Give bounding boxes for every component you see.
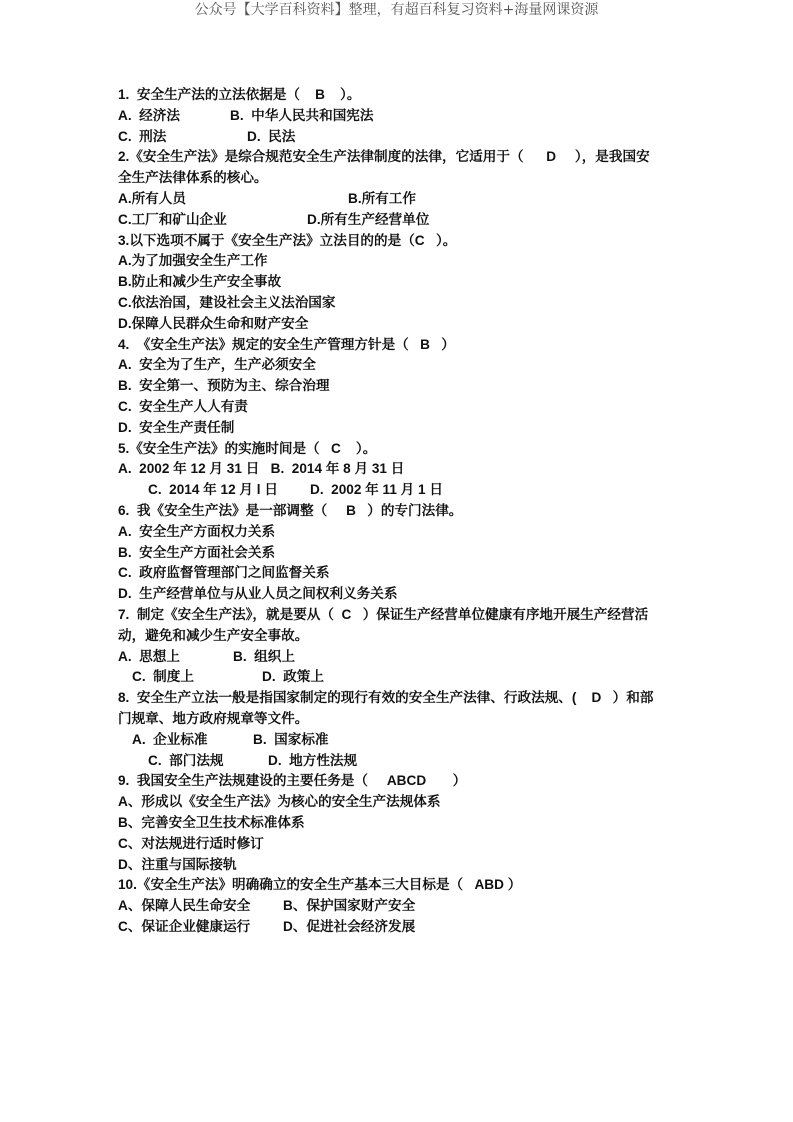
text-line [0, 646, 793, 667]
line-text: 2.《安全生产法》是综合规范安全生产法律制度的法律，它适用于（ D ），是我国安 [118, 149, 650, 165]
text-line [0, 126, 793, 147]
text-line [0, 105, 793, 126]
line-text: C. 政府监督管理部门之间监督关系 [118, 565, 330, 581]
text-line [0, 687, 793, 708]
line-text: D. 生产经营单位与从业人员之间权利义务关系 [118, 586, 398, 602]
line-text: D. 安全生产责任制 [118, 419, 235, 435]
line-text: 6. 我《安全生产法》是一部调整（ B ）的专门法律。 [118, 503, 463, 518]
text-line [0, 708, 793, 729]
line-text: C. 制度上 [132, 669, 194, 685]
line-text: 全生产法律体系的核心。 [118, 170, 268, 186]
line-text: B. 安全第一、预防为主、综合治理 [118, 378, 330, 394]
option-text: B. 中华人民共和国宪法 [230, 107, 374, 123]
text-line [0, 770, 793, 791]
line-text: 4. 《安全生产法》规定的安全生产管理方针是（ B ） [118, 336, 455, 352]
line-text: A. 安全生产方面权力关系 [118, 523, 276, 539]
line-text: B、完善安全卫生技术标准体系 [118, 815, 305, 830]
text-line [0, 84, 793, 105]
line-text: 10.《安全生产法》明确确立的安全生产基本三大目标是（ ABD ） [118, 877, 522, 893]
text-line [0, 417, 793, 438]
line-text: A.为了加强安全生产工作 [118, 253, 268, 269]
text-line [0, 167, 793, 188]
text-line [0, 562, 793, 583]
text-line [0, 479, 793, 500]
line-text: A. 企业标准 [132, 731, 208, 747]
line-text: C、对法规进行适时修订 [118, 835, 264, 851]
line-text: 7. 制定《安全生产法》，就是要从（ C ）保证生产经营单位健康有序地开展生产经营活 [118, 607, 649, 622]
line-text: B. 安全生产方面社会关系 [118, 544, 276, 560]
line-text: 门规章、地方政府规章等文件。 [118, 711, 309, 726]
line-text: 3.以下选项不属于《安全生产法》立法目的的是（C ）。 [118, 232, 457, 248]
option-text: B. 组织上 [233, 648, 295, 664]
line-text: 1. 安全生产法的立法依据是（ B ）。 [118, 87, 361, 102]
text-line [0, 833, 793, 854]
text-line [0, 396, 793, 417]
text-line [0, 313, 793, 334]
line-text: 8. 安全生产立法一般是指国家制定的现行有效的安全生产法律、行政法规、( D ）和部 [118, 690, 654, 706]
text-line [0, 854, 793, 875]
option-text: D. 地方性法规 [268, 752, 358, 768]
option-text: D. 2002 年 11 月 1 日 [310, 482, 443, 498]
text-line [0, 666, 793, 687]
text-line [0, 874, 793, 895]
text-line [0, 292, 793, 313]
line-text: A.所有人员 [118, 191, 186, 206]
text-line [0, 458, 793, 479]
line-text: A. 2002 年 12 月 31 日 B. 2014 年 8 月 31 日 [118, 461, 405, 477]
text-line [0, 188, 793, 209]
line-text: A. 经济法 [118, 107, 180, 123]
line-text: C. 安全生产人人有责 [118, 399, 248, 414]
text-line [0, 791, 793, 812]
line-text: B.防止和减少生产安全事故 [118, 274, 282, 290]
text-line [0, 334, 793, 355]
option-text: B.所有工作 [348, 191, 416, 206]
line-text: 动，避免和减少生产安全事故。 [118, 627, 309, 643]
text-line [0, 583, 793, 604]
line-text: 9. 我国安全生产法规建设的主要任务是（ ABCD ） [118, 773, 467, 789]
text-line [0, 271, 793, 292]
text-line [0, 354, 793, 375]
line-text: C. 2014 年 12 月 l 日 [148, 482, 278, 498]
line-text: C.依法治国，建设社会主义法治国家 [118, 295, 336, 310]
text-line [0, 750, 793, 771]
option-text: D.所有生产经营单位 [307, 211, 430, 227]
text-line [0, 250, 793, 271]
line-text: A. 思想上 [118, 648, 180, 664]
text-line [0, 604, 793, 625]
text-line [0, 812, 793, 833]
line-text: A、保障人民生命安全 [118, 898, 251, 914]
line-text: D、注重与国际接轨 [118, 856, 237, 872]
option-text: D、促进社会经济发展 [283, 919, 416, 934]
text-line [0, 542, 793, 563]
text-line [0, 375, 793, 396]
line-text: 5.《安全生产法》的实施时间是（ C ）。 [118, 440, 377, 456]
option-text: D. 民法 [247, 128, 296, 144]
option-text: B、保护国家财产安全 [283, 898, 416, 914]
line-text: C. 部门法规 [148, 752, 224, 768]
text-line [0, 500, 793, 521]
line-text: A. 安全为了生产，生产必须安全 [118, 357, 316, 373]
option-text: D. 政策上 [262, 669, 324, 685]
text-line [0, 916, 793, 937]
option-text: B. 国家标准 [253, 731, 329, 747]
text-line [0, 895, 793, 916]
text-line [0, 438, 793, 459]
text-line [0, 209, 793, 230]
text-line [0, 729, 793, 750]
line-text: C、保证企业健康运行 [118, 919, 251, 934]
text-line [0, 521, 793, 542]
line-text: D.保障人民群众生命和财产安全 [118, 315, 309, 331]
text-line [0, 230, 793, 251]
text-line [0, 625, 793, 646]
line-text: C.工厂和矿山企业 [118, 211, 227, 227]
watermark-banner: 公众号【大学百科资料】整理，有超百科复习资料+海量网课资源 [194, 2, 599, 18]
line-text: C. 刑法 [118, 128, 167, 144]
line-text: A、形成以《安全生产法》为核心的安全生产法规体系 [118, 794, 441, 810]
text-line [0, 146, 793, 167]
